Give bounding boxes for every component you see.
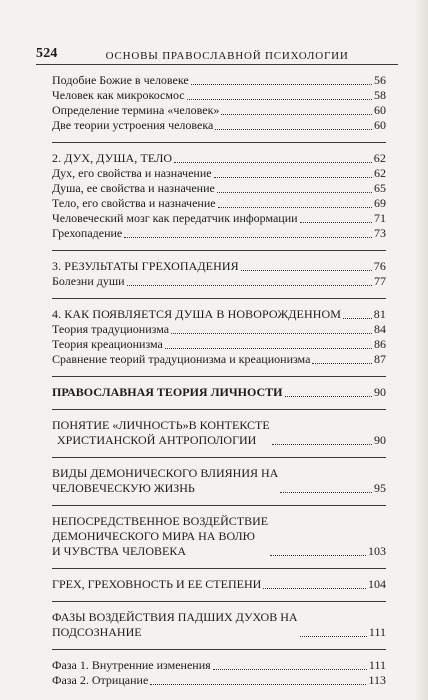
toc-entry[interactable]: Определение термина «человек» 60: [52, 103, 386, 117]
leader-dots: [174, 162, 372, 163]
toc-chapter-entry[interactable]: 3. РЕЗУЛЬТАТЫ ГРЕХОПАДЕНИЯ 76: [52, 259, 386, 273]
toc-entry[interactable]: Две теории устроения человека 60: [52, 118, 386, 132]
toc-entry[interactable]: Фаза 1. Внутренние изменения 111: [52, 658, 386, 672]
leader-dots: [127, 285, 372, 286]
toc-entry[interactable]: Сравнение теорий традуционизма и креационизма 87: [52, 352, 386, 366]
toc-entry[interactable]: Грехопадение 73: [52, 226, 386, 240]
leader-dots: [214, 177, 372, 178]
leader-dots: [263, 588, 366, 589]
leader-dots: [272, 444, 372, 445]
toc-entry[interactable]: Фаза 2. Отрицание 113: [52, 673, 386, 687]
leader-dots: [187, 99, 372, 100]
leader-dots: [217, 192, 372, 193]
leader-dots: [300, 222, 372, 223]
toc-entry[interactable]: Болезни души 77: [52, 274, 386, 288]
leader-dots: [150, 684, 366, 685]
toc-chapter-entry[interactable]: ФАЗЫ ВОЗДЕЙСТВИЯ ПАДШИХ ДУХОВ НА ПОДСОЗНАНИЕ 111: [52, 610, 386, 639]
toc-chapter-entry[interactable]: ВИДЫ ДЕМОНИЧЕСКОГО ВЛИЯНИЯ НА ЧЕЛОВЕЧЕСКУЮ ЖИЗНЬ 95: [52, 466, 386, 495]
leader-dots: [215, 129, 372, 130]
toc-chapter-entry[interactable]: ГРЕХ, ГРЕХОВНОСТЬ И ЕЕ СТЕПЕНИ 104: [52, 577, 386, 591]
leader-dots: [221, 114, 372, 115]
header-rule: [36, 64, 398, 65]
toc-entry[interactable]: Дух, его свойства и назначение 62: [52, 166, 386, 180]
toc-entry[interactable]: Теория креационизма 86: [52, 337, 386, 351]
toc-chapter-entry[interactable]: 4. КАК ПОЯВЛЯЕТСЯ ДУША В НОВОРОЖДЕННОМ 81: [52, 307, 386, 321]
running-title: ОСНОВЫ ПРАВОСЛАВНОЙ ПСИХОЛОГИИ: [105, 50, 349, 62]
leader-dots: [165, 348, 372, 349]
page-number: 524: [36, 46, 58, 61]
toc-entry[interactable]: Человек как микрокосмос 58: [52, 88, 386, 102]
toc-entry[interactable]: Тело, его свойства и назначение 69: [52, 196, 386, 210]
page-edge-shadow: [414, 0, 428, 700]
toc-chapter-entry[interactable]: ПОНЯТИЕ «ЛИЧНОСТЬ»В КОНТЕКСТЕ ХРИСТИАНСКОЙ АНТРОПОЛОГИИ 90: [52, 418, 386, 447]
leader-dots: [312, 363, 372, 364]
leader-dots: [343, 318, 372, 319]
leader-dots: [171, 333, 372, 334]
leader-dots: [124, 237, 372, 238]
leader-dots: [285, 396, 373, 397]
toc-entry[interactable]: Подобие Божие в человеке 56: [52, 73, 386, 87]
leader-dots: [191, 84, 372, 85]
table-of-contents: [52, 71, 386, 688]
leader-dots: [280, 492, 372, 493]
toc-entry[interactable]: Человеческий мозг как передатчик информации 71: [52, 211, 386, 225]
leader-dots: [270, 555, 366, 556]
leader-dots: [218, 207, 372, 208]
leader-dots: [241, 270, 372, 271]
running-header: [36, 40, 398, 62]
toc-entry[interactable]: Теория традуционизма 84: [52, 322, 386, 336]
leader-dots: [300, 636, 367, 637]
toc-part-entry[interactable]: ПРАВОСЛАВНАЯ ТЕОРИЯ ЛИЧНОСТИ 90: [52, 385, 386, 399]
leader-dots: [213, 669, 367, 670]
toc-chapter-entry[interactable]: 2. ДУХ, ДУША, ТЕЛО 62: [52, 151, 386, 165]
toc-entry[interactable]: Душа, ее свойства и назначение 65: [52, 181, 386, 195]
toc-chapter-entry[interactable]: НЕПОСРЕДСТВЕННОЕ ВОЗДЕЙСТВИЕ ДЕМОНИЧЕСКОГО МИРА НА ВОЛЮ И ЧУВСТВА ЧЕЛОВЕКА 103: [52, 514, 386, 558]
